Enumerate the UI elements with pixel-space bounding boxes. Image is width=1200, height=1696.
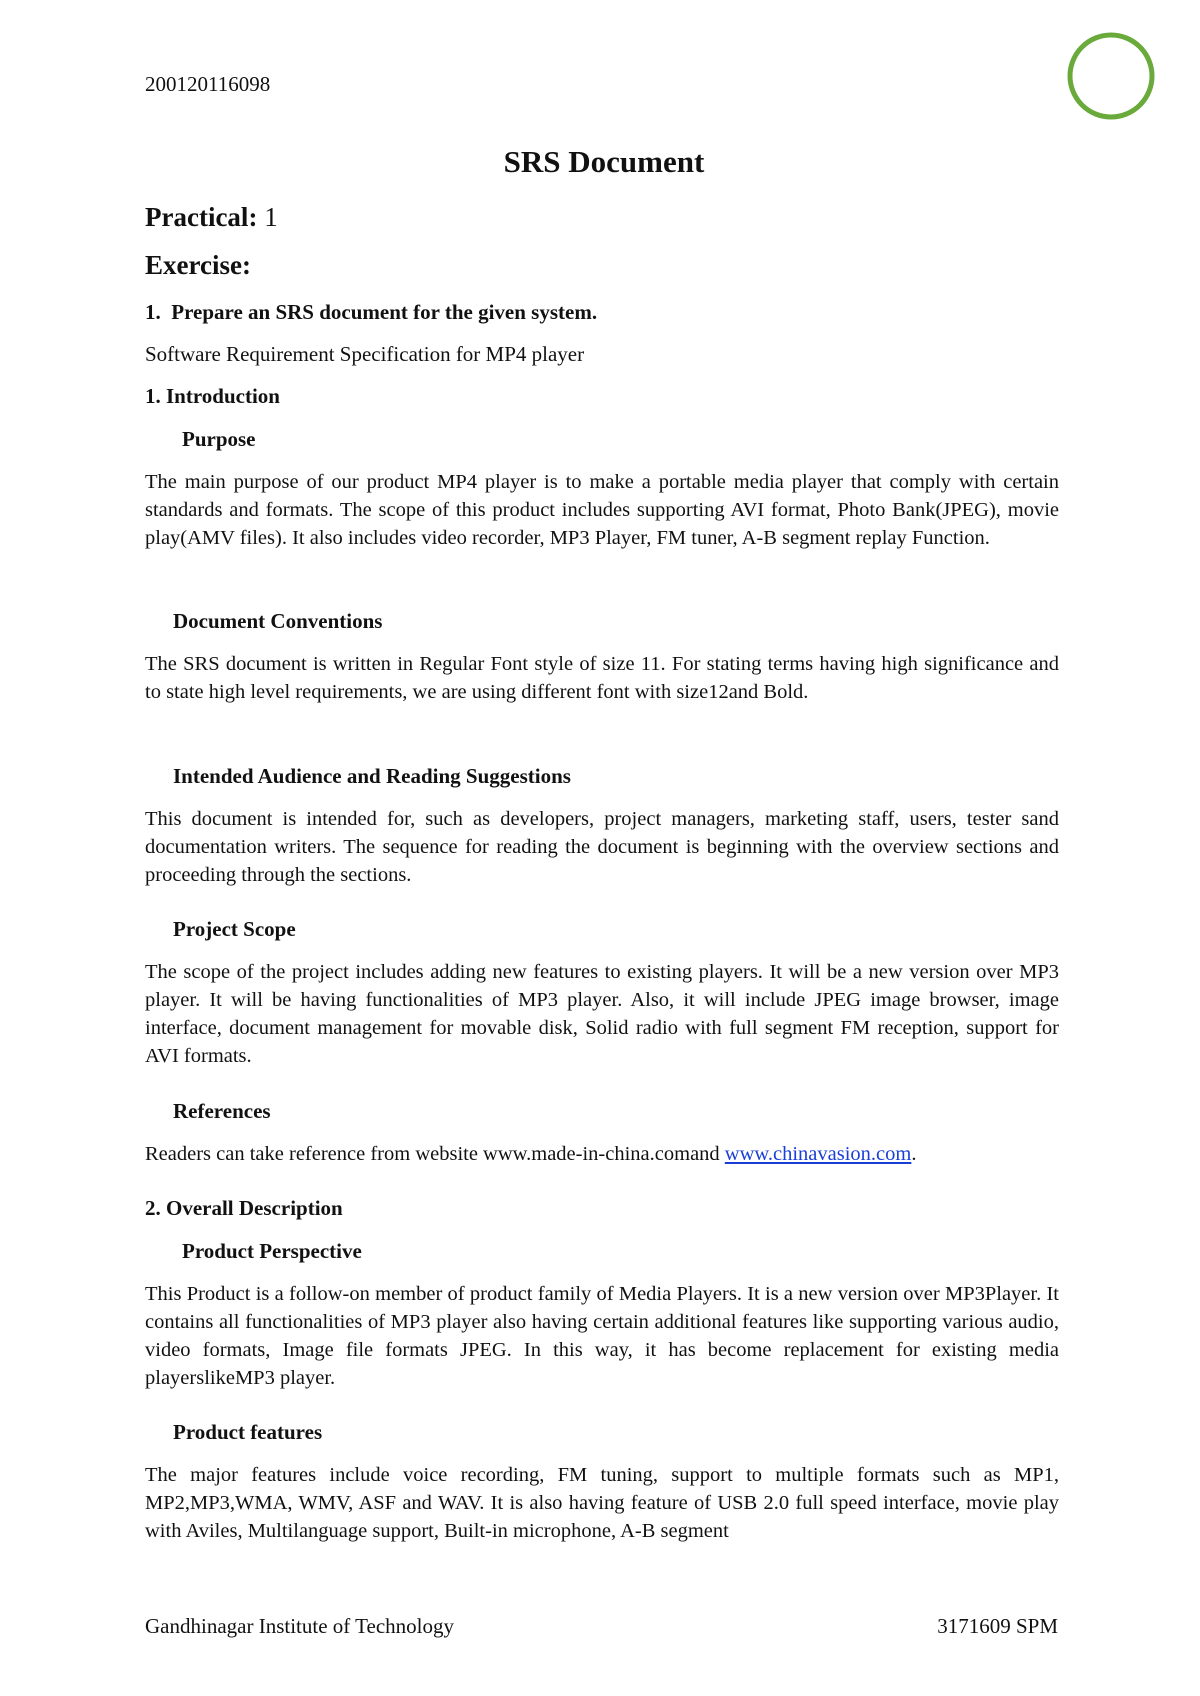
introduction-heading: 1. Introduction bbox=[145, 384, 280, 408]
purpose-paragraph: The main purpose of our product MP4 player is to make a portable media player that comply with certain standards and formats. The scope of this product includes supporting AVI format, Photo Bank(JPEG), movie play(AMV files). It also includes video recorder, MP3 Player, FM tuner, A-B segment replay Function. bbox=[145, 471, 1059, 549]
audience-heading: Intended Audience and Reading Suggestions bbox=[173, 764, 571, 788]
scope-paragraph: The scope of the project includes adding new features to existing players. It will be a new version over MP3 player. It will be having functionalities of MP3 player. Also, it will include JPEG image browser, image interface, document management for movable disk, Solid radio with full segment FM reception, support for AVI formats. bbox=[145, 961, 1059, 1067]
scope-heading: Project Scope bbox=[173, 917, 296, 941]
srs-subtitle: Software Requirement Specification for MP4 player bbox=[145, 342, 585, 366]
conventions-paragraph: The SRS document is written in Regular Font style of size 11. For stating terms having high significance and to state high level requirements, we are using different font with size12and Bold. bbox=[145, 653, 1059, 703]
perspective-heading: Product Perspective bbox=[182, 1239, 362, 1263]
references-text: Readers can take reference from website www.made-in-china.comand bbox=[145, 1143, 725, 1165]
chinavasion-link[interactable]: www.chinavasion.com bbox=[724, 1143, 912, 1165]
practical-heading bbox=[145, 202, 278, 233]
references-heading: References bbox=[173, 1099, 271, 1123]
perspective-paragraph: This Product is a follow-on member of product family of Media Players. It is a new version over MP3Player. It contains all functionalities of MP3 player also having certain additional features like supporting various audio, video formats, Image file formats JPEG. In this way, it has become replacement for existing media playerslikeMP3 player. bbox=[145, 1283, 1059, 1389]
overall-description-heading: 2. Overall Description bbox=[145, 1196, 343, 1220]
features-heading: Product features bbox=[173, 1420, 323, 1444]
references-period: . bbox=[911, 1143, 917, 1165]
references-paragraph bbox=[145, 1140, 1059, 1168]
practical-label: Practical: bbox=[145, 202, 258, 232]
footer-course: 3171609 SPM bbox=[937, 1614, 1058, 1638]
conventions-heading: Document Conventions bbox=[173, 609, 383, 633]
footer-institute: Gandhinagar Institute of Technology bbox=[145, 1614, 454, 1638]
audience-paragraph: This document is intended for, such as developers, project managers, marketing staff, users, tester sand documentation writers. The sequence for reading the document is beginning with the overview sections and proceeding through the sections. bbox=[145, 808, 1059, 886]
practical-number: 1 bbox=[264, 202, 278, 232]
enrollment-number: 200120116098 bbox=[145, 72, 271, 96]
exercise-heading: Exercise: bbox=[145, 250, 251, 280]
features-paragraph: The major features include voice recording, FM tuning, support to multiple formats such as MP1, MP2,MP3,WMA, WMV, ASF and WAV. It is also having feature of USB 2.0 full speed interface, movie play with Aviles, Multilanguage support, Built-in microphone, A-B segment bbox=[145, 1464, 1059, 1542]
green-circle-mark bbox=[1066, 31, 1156, 121]
purpose-heading: Purpose bbox=[182, 427, 256, 451]
question-heading: 1. Prepare an SRS document for the given system. bbox=[145, 300, 598, 324]
document-title: SRS Document bbox=[503, 144, 705, 179]
